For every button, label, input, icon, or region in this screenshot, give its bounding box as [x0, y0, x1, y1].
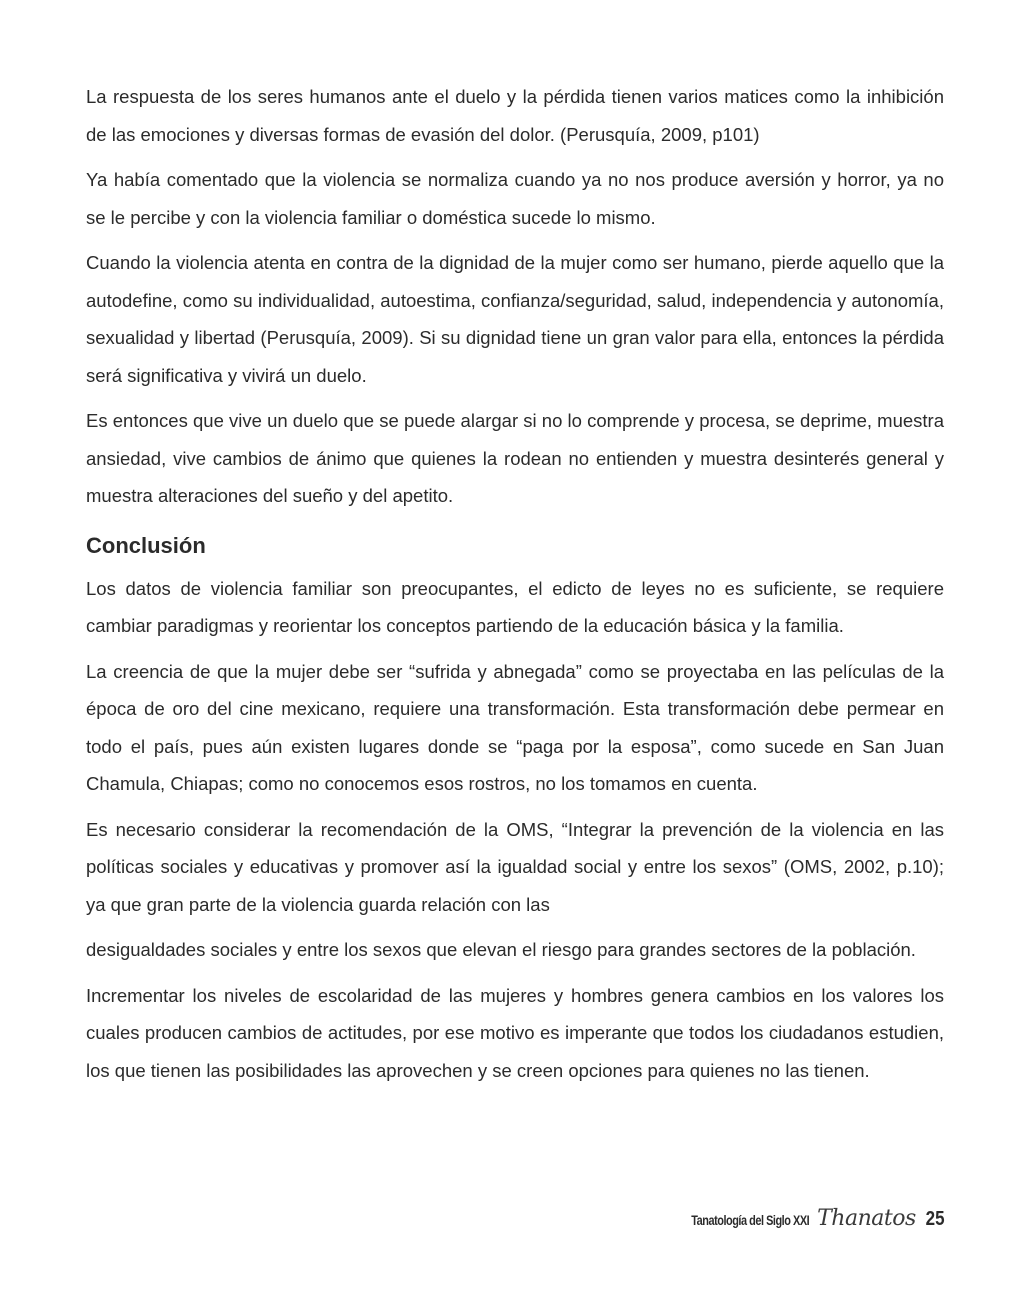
article-body	[86, 78, 944, 1097]
footer-journal-logo: Thanatos	[817, 1206, 916, 1231]
paragraph: Incrementar los niveles de escolaridad de las mujeres y hombres genera cambios en los valores los cuales producen cambios de actitudes, por ese motivo es imperante que todos los ciudadanos estudien, los que tienen las posibilidades las aprovechen y se creen opciones para quienes no las tienen.	[86, 984, 944, 1081]
footer-publication: Tanatología del Siglo XXI	[691, 1212, 810, 1228]
paragraph: Es entonces que vive un duelo que se puede alargar si no lo comprende y procesa, se deprime, muestra ansiedad, vive cambios de ánimo que quienes la rodean no entienden y muestra desinterés general y muestra alteraciones del sueño y del apetito.	[86, 410, 944, 506]
paragraph: Los datos de violencia familiar son preocupantes, el edicto de leyes no es suficiente, se requiere cambiar paradigmas y reorientar los conceptos partiendo de la educación básica y la familia.	[86, 577, 944, 636]
paragraph: Es necesario considerar la recomendación de la OMS, “Integrar la prevención de la violencia en las políticas sociales y educativas y promover así la igualdad social y entre los sexos” (OMS, 2002, p.10); ya que gran parte de la violencia guarda relación con las	[86, 818, 944, 915]
paragraph: La creencia de que la mujer debe ser “sufrida y abnegada” como se proyectaba en las películas de la época de oro del cine mexicano, requiere una transformación. Esta transformación debe permear en todo el país, pues aún existen lugares donde se “paga por la esposa”, como sucede en San Juan Chamula, Chiapas; como no conocemos esos rostros, no los tomamos en cuenta.	[86, 660, 944, 794]
paragraph: La respuesta de los seres humanos ante el duelo y la pérdida tienen varios matices como la inhibición de las emociones y diversas formas de evasión del dolor. (Perusquía, 2009, p101)	[86, 86, 944, 145]
page-footer	[658, 1206, 946, 1231]
paragraph: Ya había comentado que la violencia se normaliza cuando ya no nos produce aversión y horror, ya no se le percibe y con la violencia familiar o doméstica sucede lo mismo.	[86, 169, 944, 228]
page-number: 25	[925, 1208, 945, 1230]
section-heading: Conclusión	[86, 532, 206, 558]
paragraph: Cuando la violencia atenta en contra de la dignidad de la mujer como ser humano, pierde aquello que la autodefine, como su individualidad, autoestima, confianza/seguridad, salud, independencia y autonomía, sexualidad y libertad (Perusquía, 2009). Si su dignidad tiene un gran valor para ella, entonces la pérdida será significativa y vivirá un duelo.	[86, 252, 944, 386]
paragraph: desigualdades sociales y entre los sexos que elevan el riesgo para grandes sectores de la población.	[86, 939, 916, 960]
